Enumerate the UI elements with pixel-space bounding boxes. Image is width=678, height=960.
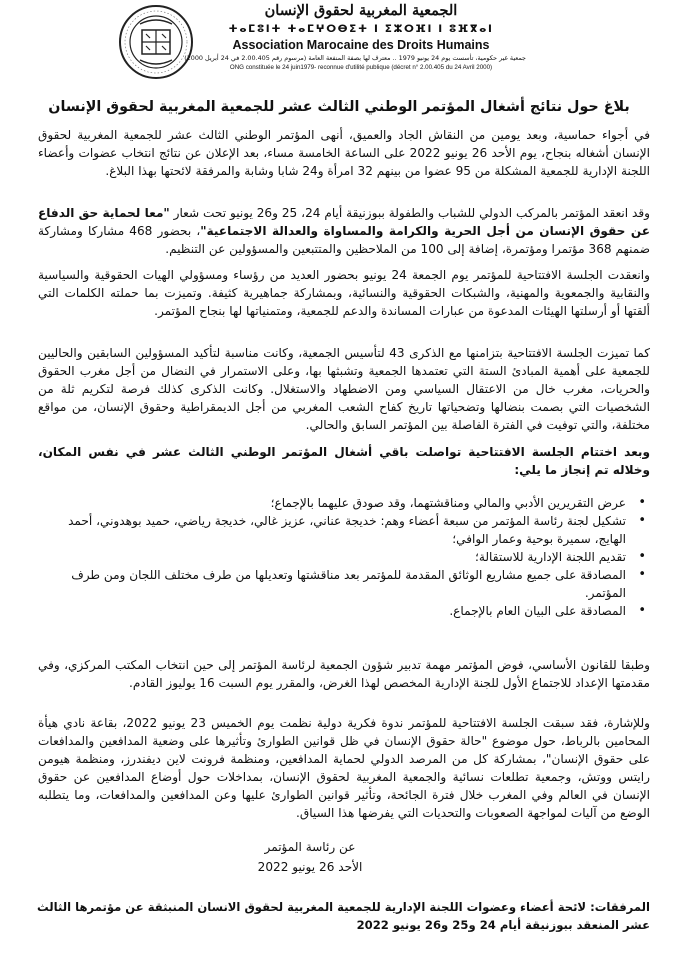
outcomes-list — [38, 494, 650, 620]
conference-slogan: "معا لحماية حق الدفاع عن حقوق الإنسان من أجل الحرية والكرامة والمساواة والعدالة الاجتماعية" — [38, 206, 651, 238]
association-logo — [118, 4, 194, 80]
list-item: • عرض التقريرين الأدبي والمالي ومناقشتهما، وقد صودق عليهما بالإجماع؛ — [38, 494, 650, 512]
paragraph-2 — [38, 204, 650, 258]
registration-arabic: جمعية غير حكومية، تأسست يوم 24 يونيو 1979 .. معترف لها بصفة المنفعة العامة (مرسوم رقم 2.00.405 في 24 أبريل 2000) — [184, 54, 526, 62]
list-item: • المصادقة على جميع مشاريع الوثائق المقدمة للمؤتمر بعد مناقشتها وتعديلها من طرف مختلف اللجان ومن طرف المؤتمر. — [38, 566, 650, 602]
list-item: • تشكيل لجنة رئاسة المؤتمر من سبعة أعضاء وهم: خديجة عناني، عزيز غالي، خديجة رياضي، حميد بوهدوني، أحمد الهايج، سميرة بوحية وعمار الوافي؛ — [38, 512, 650, 548]
paragraph-7: وللإشارة، فقد سبقت الجلسة الافتتاحية للمؤتمر ندوة فكرية دولية نظمت يوم الخميس 23 يونيو 2022، بقاعة نادي هيأة المحامين بالرباط، حول موضوع "حالة حقوق الإنسان في ظل قوانين الطوارئ وتأثيرها على وضعية المدافعين والمدافعات على حقوق الإنسان"، بمشاركة كل من المرصد الدولي لحماية المدافعين، ومنظمة فرونت لاين ديفندرز، ومنظمة هيومن رايتس ووتش، وجمعية تطلعات نسائية والجمعية المغربية لحقوق الإنسان، بمداخلات حول أوضاع المدافعين عن حقوق الإنسان في العالم وفي المغرب خلال فترة الجائحة، وتأثير قوانين الطوارئ عليها وعن المدافعين والمدافعات، وما يتطلبه الوضع من آليات لمواجهة الصعوبات والتحديات التي يفرضها هذا السياق. — [38, 716, 650, 820]
org-name-french: Association Marocaine des Droits Humains — [232, 38, 490, 52]
org-name-tifinagh: ⵜⴰⵎⵓⵏⵜ ⵜⴰⵎⵖⵔⴱⵉⵜ ⵏ ⵉⵣⵔⴼⵏ ⵏ ⵓⴼⴳⴰⵏ — [228, 23, 494, 35]
registration-french: ONG constituée le 24 juin1979- reconnue d'utilité publique (décret n° 2.00.405 du 24 Avril 2000) — [229, 64, 493, 71]
paragraph-1: في أجواء حماسية، وبعد يومين من النقاش الجاد والعميق، أنهى المؤتمر الوطني الثالث عشر للجمعية المغربية لحقوق الإنسان أشغاله بنجاح، يوم الأحد 26 يونيو 2022 على الساعة الخامسة مساء، بعد الإعلان عن نتائج انتخاب عضوات وأعضاء اللجنة الإدارية للجمعية المشكلة من 95 عضوا من بينهم 32 امرأة و24 شابا وشابة والمرفقة لائحتها بهذا البلاغ. — [38, 128, 650, 178]
list-item: • تقديم اللجنة الإدارية للاستقالة؛ — [38, 548, 650, 566]
paragraph-4: كما تميزت الجلسة الافتتاحية بتزامنها مع الذكرى 43 لتأسيس الجمعية، وكانت مناسبة لتأكيد المسؤولين السابقين والحاليين للجمعية على أهمية المبادئ الستة التي تعتمدها الجمعية وتشبثها بها، وعلى الاستمرار في النضال من أجل مغرب الحقوق والحريات، مغرب خال من الاعتقال السياسي ومن الاضطهاد والاستغلال. وكانت الذكرى كذلك فرصة لتكريم ثلة من الشخصيات التي بصمت بنضالها وتضحياتها تاريخ كفاح الشعب المغربي من أجل الديمقراطية وحقوق الإنسان، من مواقع مختلفة، والتي توفيت في الفترة الفاصلة بين المؤتمر السابق والحالي. — [38, 346, 650, 432]
letterhead — [0, 0, 678, 96]
paragraph-5: وبعد اختتام الجلسة الافتتاحية تواصلت باقي أشغال المؤتمر الوطني الثالث عشر في نفس المكان، وخلاله تم إنجاز ما يلي: — [38, 445, 650, 477]
paragraph-3: وانعقدت الجلسة الافتتاحية للمؤتمر يوم الجمعة 24 يونيو بحضور العديد من رؤساء ومسؤولي الهيات الحقوقية والسياسية والنقابية والجمعوية والمهنية، والشبكات الحقوقية والنسائية، وبمشاركة جماهيرية كثيفة. وتميزت بما حملته الكلمات التي ألقتها أو أرسلتها الهيئات المدعوة من عبارات المساندة والدعم للجمعية، ومتمنياتها لها بنجاح المؤتمر. — [38, 268, 650, 318]
paragraph-6: وطبقا للقانون الأساسي، فوض المؤتمر مهمة تدبير شؤون الجمعية لرئاسة المؤتمر إلى حين انتخاب المكتب المركزي، وفي مقدمتها الإعداد للاجتماع الأول للجنة الإدارية المخصص لهذا الغرض، والمقرر يوم السبت 16 يوليوز القادم. — [38, 658, 650, 690]
signature-date: الأحد 26 يونيو 2022 — [257, 860, 363, 874]
list-item: • المصادقة على البيان العام بالإجماع. — [38, 602, 650, 620]
letterhead-text — [184, 2, 526, 94]
document-title: بلاغ حول نتائج أشغال المؤتمر الوطني الثالث عشر للجمعية المغربية لحقوق الإنسان — [48, 99, 630, 115]
attachments-note: المرفقات: لائحة أعضاء وعضوات اللجنة الإدارية للجمعية المغربية لحقوق الانسان المنبثقة عن مؤتمرها الثالث عشر المنعقد ببوزنيقة أيام 24 و25 و26 يونيو 2022 — [37, 900, 650, 932]
paragraph-2-rest: ، بحضور 468 مشاركا ومشاركة ضمنهم 368 مؤتمرا ومؤتمرة، إضافة إلى 100 من الملاحظين والمتتبعين والمسؤولين عن التنظيم. — [38, 224, 650, 256]
signature-org: عن رئاسة المؤتمر — [264, 840, 356, 854]
paragraph-2-intro: وقد انعقد المؤتمر بالمركب الدولي للشباب والطفولة ببوزنيقة أيام 24، 25 و26 يونيو تحت شعار — [169, 206, 650, 220]
org-name-arabic: الجمعية المغربية لحقوق الإنسان — [264, 2, 458, 19]
